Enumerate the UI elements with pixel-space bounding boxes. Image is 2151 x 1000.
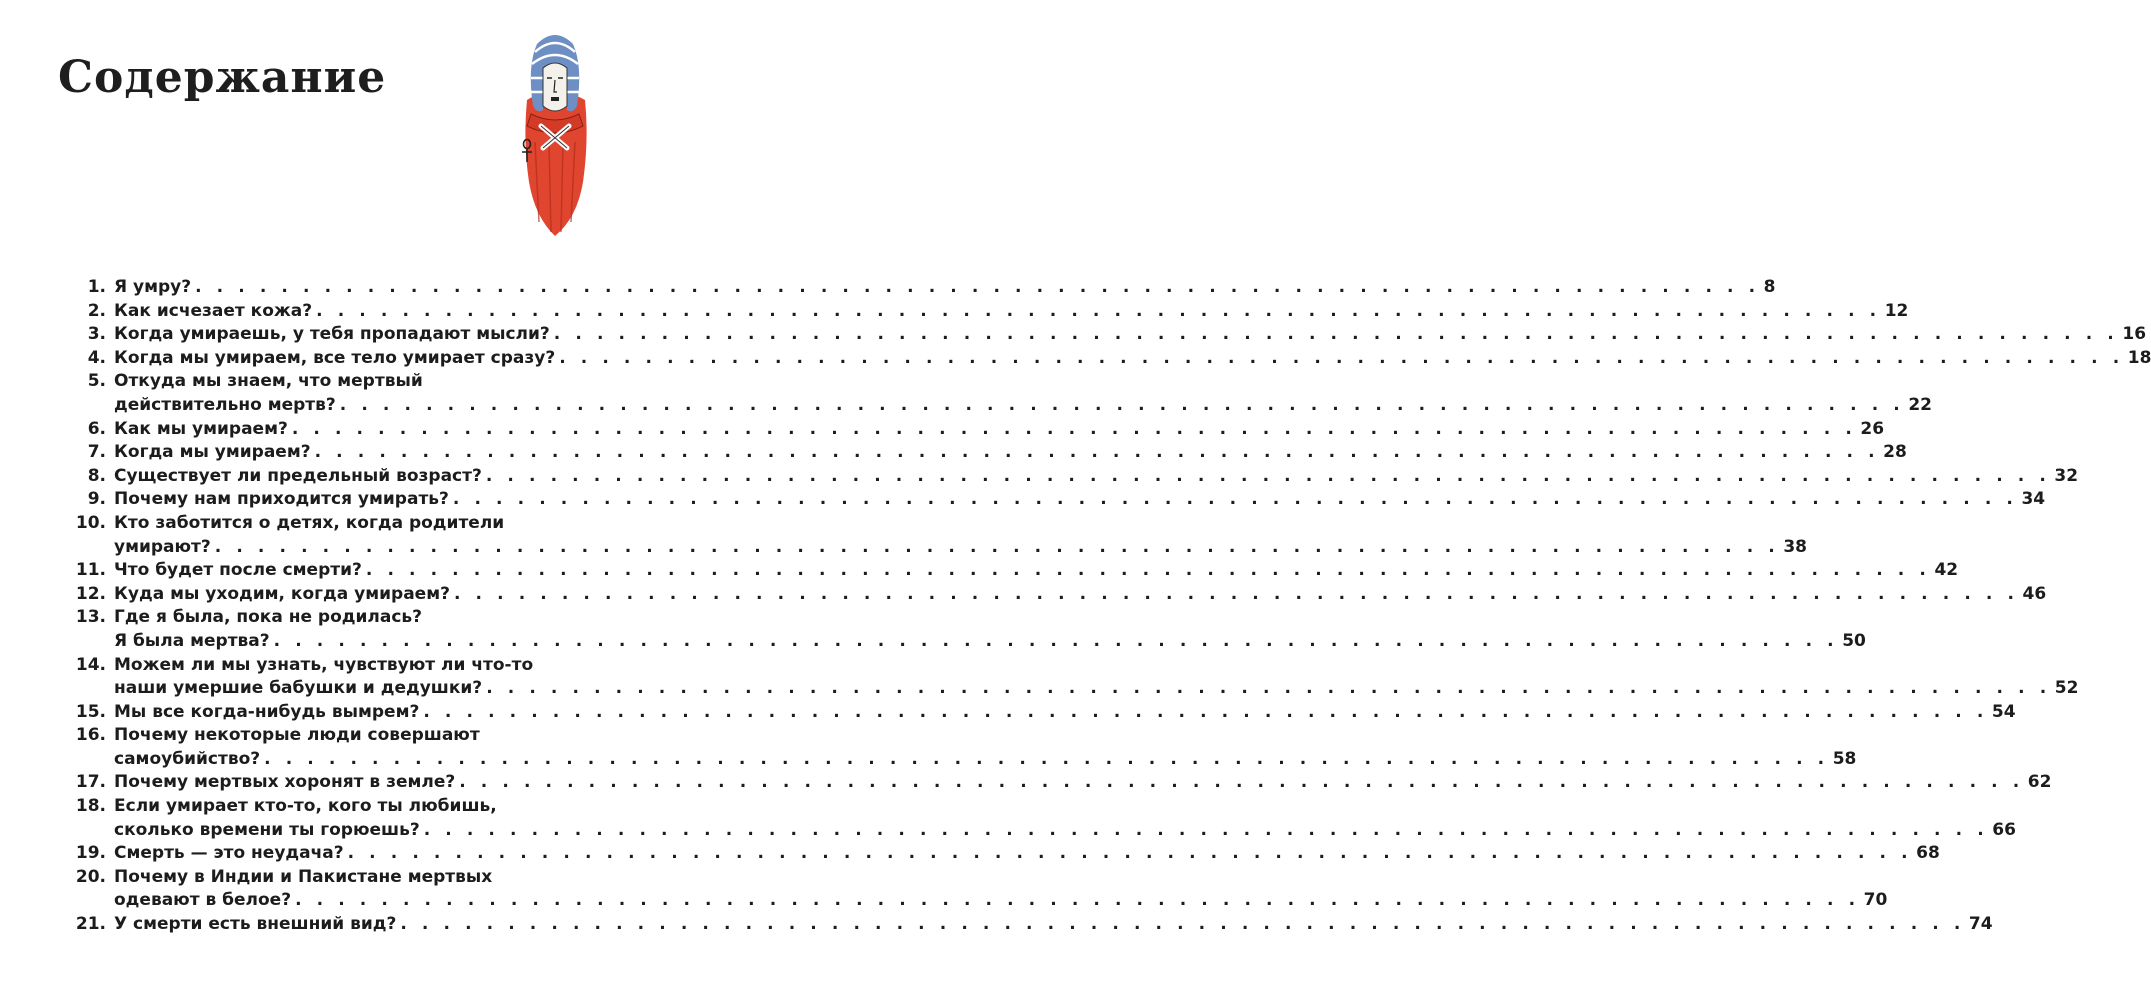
toc-entry-line	[114, 536, 1807, 560]
toc-entry-page: 66	[1992, 819, 2016, 840]
toc-entry-title: У смерти есть внешний вид?	[114, 914, 397, 935]
toc-entry-number: 1.	[87, 277, 106, 297]
toc-entry	[58, 559, 1959, 583]
toc-entry-line	[114, 889, 1887, 913]
toc-entry-title: Когда умираешь, у тебя пропадают мысли?	[114, 324, 550, 345]
toc-entry-page: 22	[1908, 394, 1932, 415]
toc-entry-page: 46	[2022, 583, 2047, 604]
toc-entry-number: 4.	[87, 347, 106, 368]
toc-entry-body	[114, 913, 1993, 937]
toc-entry	[58, 441, 1907, 465]
toc-entry	[58, 300, 1909, 324]
toc-entry-line	[114, 771, 2051, 795]
toc-entry-page: 26	[1860, 418, 1885, 439]
dot-leader	[459, 771, 2024, 795]
toc-entry	[58, 512, 1808, 559]
dot-leader	[215, 536, 1780, 560]
toc-entry-title: Что будет после смерти?	[114, 560, 362, 581]
toc-entry-body	[114, 347, 2151, 371]
toc-entry-body	[114, 771, 2051, 795]
toc-entry-title: сколько времени ты горюешь?	[114, 819, 420, 840]
toc-entry-body	[114, 465, 2078, 489]
toc-entry	[58, 913, 1993, 937]
toc-entry-page: 8	[1763, 277, 1776, 297]
toc-entry-body	[114, 418, 1884, 442]
toc-entry-number: 16.	[75, 725, 106, 746]
toc-entry-line	[114, 654, 2078, 678]
toc-entry-title: самоубийство?	[114, 748, 261, 769]
toc-entry-body	[114, 701, 2016, 725]
toc-entry-page: 18	[2127, 347, 2151, 368]
toc-entry-title: Если умирает кто-то, кого ты любишь,	[114, 796, 497, 817]
toc-entry-page: 74	[1968, 914, 1993, 935]
toc-entry-title: Почему в Индии и Пакистане мертвых	[114, 866, 493, 887]
toc-entry-body	[114, 488, 2045, 512]
toc-entry-title: Как мы умираем?	[114, 418, 288, 439]
toc-entry-title: Почему мертвых хоронят в земле?	[114, 772, 456, 793]
mummy-sarcophagus-icon	[505, 22, 605, 238]
toc-entry-number: 18.	[75, 796, 106, 817]
toc-entry	[58, 347, 2151, 371]
toc-entry-page: 28	[1883, 442, 1907, 463]
toc-entry	[58, 795, 2016, 842]
toc-entry-line	[114, 701, 2016, 725]
toc-entry-title: действительно мертв?	[114, 394, 336, 415]
dot-leader	[316, 300, 1881, 324]
toc-entry-page: 34	[2021, 489, 2046, 510]
toc-entry-page: 32	[2054, 465, 2079, 486]
toc-entry	[58, 276, 1776, 300]
dot-leader	[195, 276, 1760, 300]
toc-entry-line	[114, 913, 1993, 937]
toc-entry-line	[114, 347, 2151, 371]
dot-leader	[453, 488, 2018, 512]
toc-entry-number: 6.	[87, 418, 106, 439]
toc-entry-number: 17.	[75, 772, 106, 793]
toc-entry-title: Где я была, пока не родилась?	[114, 607, 423, 628]
toc-entry	[58, 701, 2016, 725]
toc-entry-line	[114, 465, 2078, 489]
toc-entry-number: 8.	[87, 465, 106, 486]
toc-entry-number: 15.	[75, 701, 106, 722]
toc-entry-number: 7.	[87, 442, 106, 463]
toc-entry-body	[114, 724, 1856, 771]
toc-entry-body	[114, 300, 1908, 324]
toc-entry-title: Откуда мы знаем, что мертвый	[114, 371, 423, 392]
toc-entry	[58, 606, 1866, 653]
toc-entry-line	[114, 488, 2045, 512]
toc-entry	[58, 654, 2079, 701]
dot-leader	[348, 842, 1913, 866]
toc-entry	[58, 488, 2046, 512]
toc-entry-line	[114, 630, 1866, 654]
toc-entry-number: 2.	[87, 300, 106, 321]
toc-entry-line	[114, 724, 1856, 748]
dot-leader	[486, 465, 2051, 489]
toc-entry-line	[114, 583, 2046, 607]
toc-entry-body	[114, 370, 1932, 417]
dot-leader	[274, 630, 1839, 654]
toc-entry-page: 58	[1832, 748, 1857, 769]
toc-entry-title: Я была мертва?	[114, 630, 270, 651]
toc-entry-body	[114, 323, 2146, 347]
toc-entry-body	[114, 512, 1807, 559]
toc-entry-page: 50	[1842, 630, 1866, 651]
dot-leader	[486, 677, 2051, 701]
toc-entry-body	[114, 583, 2046, 607]
toc-entry-page: 68	[1916, 843, 1940, 864]
toc-entry-title: одевают в белое?	[114, 890, 292, 911]
toc-entry-title: Смерть — это неудача?	[114, 843, 344, 864]
toc-entry-line	[114, 842, 1940, 866]
toc-entry-title: Куда мы уходим, когда умираем?	[114, 583, 450, 604]
toc-entry-page: 42	[1934, 560, 1959, 581]
toc-entry-line	[114, 394, 1932, 418]
toc-entry-line	[114, 559, 1958, 583]
toc-entry	[58, 724, 1857, 771]
toc-entry-number: 21.	[75, 914, 106, 935]
toc-entry-body	[114, 276, 1776, 300]
dot-leader	[423, 701, 1988, 725]
toc-entry-title: Как исчезает кожа?	[114, 300, 313, 321]
dot-leader	[295, 889, 1860, 913]
toc-entry-page: 52	[2054, 678, 2079, 699]
toc-entry	[58, 771, 2052, 795]
toc-entry-line	[114, 418, 1884, 442]
dot-leader	[315, 441, 1880, 465]
toc-entry-page: 16	[2122, 324, 2147, 345]
toc-entry-body	[114, 866, 1887, 913]
toc-entry	[58, 323, 2147, 347]
toc-entry-body	[114, 795, 2016, 842]
toc-entry-page: 62	[2027, 772, 2052, 793]
toc-entry-number: 10.	[75, 512, 106, 533]
page-title: Содержание	[58, 52, 387, 103]
toc-entry-line	[114, 323, 2146, 347]
toc-entry-number: 14.	[75, 654, 106, 675]
toc-entry	[58, 465, 2079, 489]
toc-entry-number: 13.	[75, 607, 106, 628]
toc-entry-title: Существует ли предельный возраст?	[114, 465, 482, 486]
toc-entry	[58, 418, 1885, 442]
toc-entry-title: умирают?	[114, 536, 211, 557]
toc-entry-page: 54	[1991, 701, 2016, 722]
dot-leader	[366, 559, 1931, 583]
toc-entry-line	[114, 795, 2016, 819]
toc-entry-line	[114, 370, 1932, 394]
toc-entry-line	[114, 276, 1776, 300]
toc-entry-line	[114, 512, 1807, 536]
toc-entry-title: Я умру?	[114, 277, 192, 297]
dot-leader	[424, 819, 1989, 843]
toc-entry-number: 5.	[87, 371, 106, 392]
toc-entry	[58, 583, 2047, 607]
toc-entry-number: 12.	[75, 583, 106, 604]
toc-entry-title: Можем ли мы узнать, чувствуют ли что-то	[114, 654, 534, 675]
dot-leader	[292, 418, 1857, 442]
toc-entry-title: Кто заботится о детях, когда родители	[114, 512, 505, 533]
dot-leader	[400, 913, 1965, 937]
toc-entry-page: 38	[1783, 536, 1808, 557]
toc-entry-title: Когда мы умираем?	[114, 442, 311, 463]
toc-entry-number: 3.	[87, 324, 106, 345]
table-of-contents	[58, 276, 2151, 937]
toc-entry-line	[114, 300, 1908, 324]
dot-leader	[554, 323, 2119, 347]
toc-entry-line	[114, 866, 1887, 890]
dot-leader	[264, 748, 1829, 772]
dot-leader	[340, 394, 1905, 418]
toc-entry-body	[114, 441, 1907, 465]
toc-entry	[58, 866, 1888, 913]
toc-entry-title: Мы все когда-нибудь вымрем?	[114, 701, 420, 722]
toc-entry-line	[114, 748, 1856, 772]
toc-entry-title: наши умершие бабушки и дедушки?	[114, 678, 483, 699]
toc-entry-title: Почему нам приходится умирать?	[114, 489, 449, 510]
toc-entry-body	[114, 654, 2078, 701]
toc-entry-body	[114, 606, 1866, 653]
toc-entry-number: 20.	[75, 866, 106, 887]
toc-entry-body	[114, 842, 1940, 866]
toc-entry-number: 11.	[75, 560, 106, 581]
toc-entry-line	[114, 819, 2016, 843]
dot-leader	[559, 347, 2124, 371]
dot-leader	[454, 583, 2019, 607]
toc-entry-title: Когда мы умираем, все тело умирает сразу?	[114, 347, 556, 368]
toc-entry-number: 9.	[87, 489, 106, 510]
toc-entry-line	[114, 606, 1866, 630]
toc-entry-title: Почему некоторые люди совершают	[114, 725, 480, 746]
toc-entry-page: 12	[1884, 300, 1909, 321]
toc-entry	[58, 842, 1940, 866]
toc-entry-line	[114, 441, 1907, 465]
toc-entry-page: 70	[1863, 890, 1888, 911]
toc-entry-body	[114, 559, 1958, 583]
toc-entry	[58, 370, 1932, 417]
toc-entry-line	[114, 677, 2078, 701]
toc-entry-number: 19.	[75, 843, 106, 864]
